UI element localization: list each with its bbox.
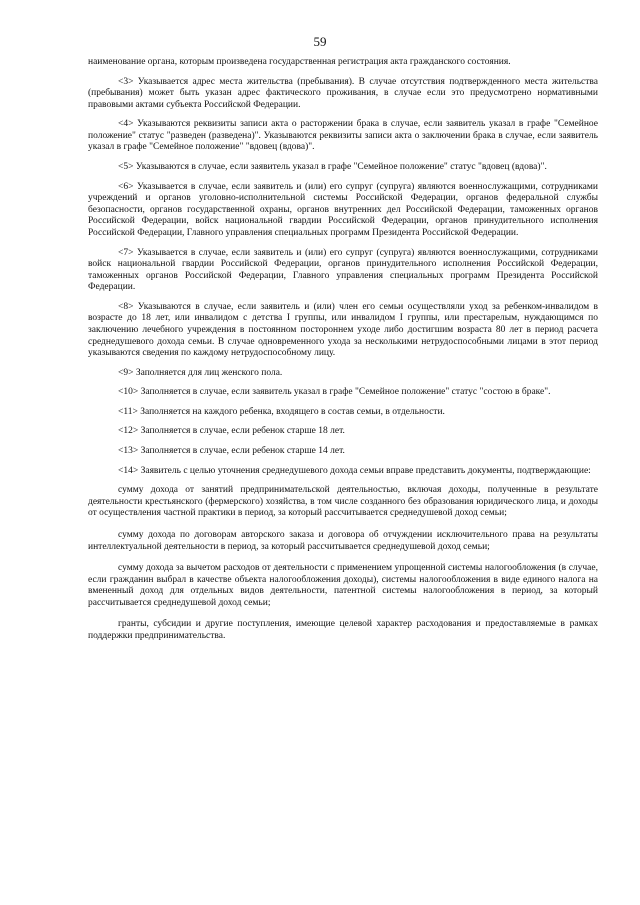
footnote-14: <14> Заявитель с целью уточнения среднедушевого дохода семьи вправе представить документы, подтверждающие: bbox=[118, 465, 591, 476]
list-item: гранты, субсидии и другие поступления, имеющие целевой характер расходования и предоставляемые в рамках поддержки предпринимательства. bbox=[88, 619, 598, 641]
documents-list bbox=[88, 485, 598, 642]
footnote-11: <11> Заполняется на каждого ребенка, входящего в состав семьи, в отдельности. bbox=[118, 406, 445, 417]
document-body bbox=[88, 57, 598, 653]
footnote-3: <3> Указывается адрес места жительства (пребывания). В случае отсутствия подтвержденного места жительства (пребывания) может быть указан адрес фактического проживания, в случае если это предусмотрено нормативными правовыми актами субъекта Российской Федерации. bbox=[88, 76, 598, 110]
footnote-12: <12> Заполняется в случае, если ребенок старше 18 лет. bbox=[118, 426, 345, 437]
list-item: сумму дохода за вычетом расходов от деятельности с применением упрощенной системы налогообложения (в случае, если гражданин выбрал в качестве объекта налогообложения доходы), системы налогообложения в виде единого налога на вмененный доход для отдельных видов деятельности, патентной системы налогообложения в период, за который рассчитывается среднедушевой доход семьи; bbox=[88, 563, 598, 608]
footnote-9: <9> Заполняется для лиц женского пола. bbox=[118, 367, 283, 378]
footnote-6: <6> Указывается в случае, если заявитель и (или) его супруг (супруга) являются военнослужащими, сотрудниками учреждений и органов уголовно-исполнительной системы Российской Федерации, органов федеральной службы безопасности, органов государственной охраны, органов внутренних дел Российской Федерации, таможенных органов Российской Федерации, войск национальной гвардии Российской Федерации, органов принудительного исполнения Российской Федерации, Главного управления специальных программ Президента Российской Федерации. bbox=[88, 181, 598, 238]
paragraph-continuation: наименование органа, которым произведена государственная регистрация акта гражданского состояния. bbox=[88, 57, 511, 67]
footnote-13: <13> Заполняется в случае, если ребенок старше 14 лет. bbox=[118, 446, 345, 457]
footnote-4: <4> Указываются реквизиты записи акта о расторжении брака в случае, если заявитель указал в графе "Семейное положение" статус "разведен (разведена)". Указываются реквизиты записи акта о заключении брака в случае, если заявитель указал в графе "Семейное положение" "вдовец (вдова)". bbox=[88, 119, 598, 153]
list-item: сумму дохода по договорам авторского заказа и договора об отчуждении исключительного права на результаты интеллектуальной деятельности в период, за который рассчитывается среднедушевой доход семьи; bbox=[88, 529, 598, 552]
footnote-7: <7> Указывается в случае, если заявитель и (или) его супруг (супруга) являются военнослужащими, сотрудниками войск национальной гвардии Российской Федерации, органов принудительного исполнения Российской Федерации, таможенных органов Российской Федерации, Главного управления специальных программ Президента Российской Федерации. bbox=[88, 247, 598, 293]
list-item: сумму дохода от занятий предпринимательской деятельностью, включая доходы, полученные в результате деятельности крестьянского (фермерского) хозяйства, в том числе созданного без образования юридического лица, и доходы от осуществления частной практики в период, за который рассчитывается среднедушевой доход семьи; bbox=[88, 485, 598, 519]
footnote-8: <8> Указываются в случае, если заявитель и (или) член его семьи осуществляли уход за ребенком-инвалидом в возрасте до 18 лет, или инвалидом с детства I группы, или инвалидом I группы, или престарелым, нуждающимся по заключению лечебного учреждения в постоянном постороннем уходе либо достигшим возраста 80 лет в период расчета среднедушевого дохода семьи. В случае одновременного ухода за несколькими нетрудоспособными лицами в этот период указываются сведения по каждому нетрудоспособному лицу. bbox=[88, 301, 598, 359]
page-number: 59 bbox=[313, 34, 327, 49]
footnote-10: <10> Заполняется в случае, если заявитель указал в графе "Семейное положение" статус "состою в браке". bbox=[118, 387, 551, 398]
footnote-5: <5> Указываются в случае, если заявитель указал в графе "Семейное положение" статус "вдовец (вдова)". bbox=[118, 162, 547, 173]
